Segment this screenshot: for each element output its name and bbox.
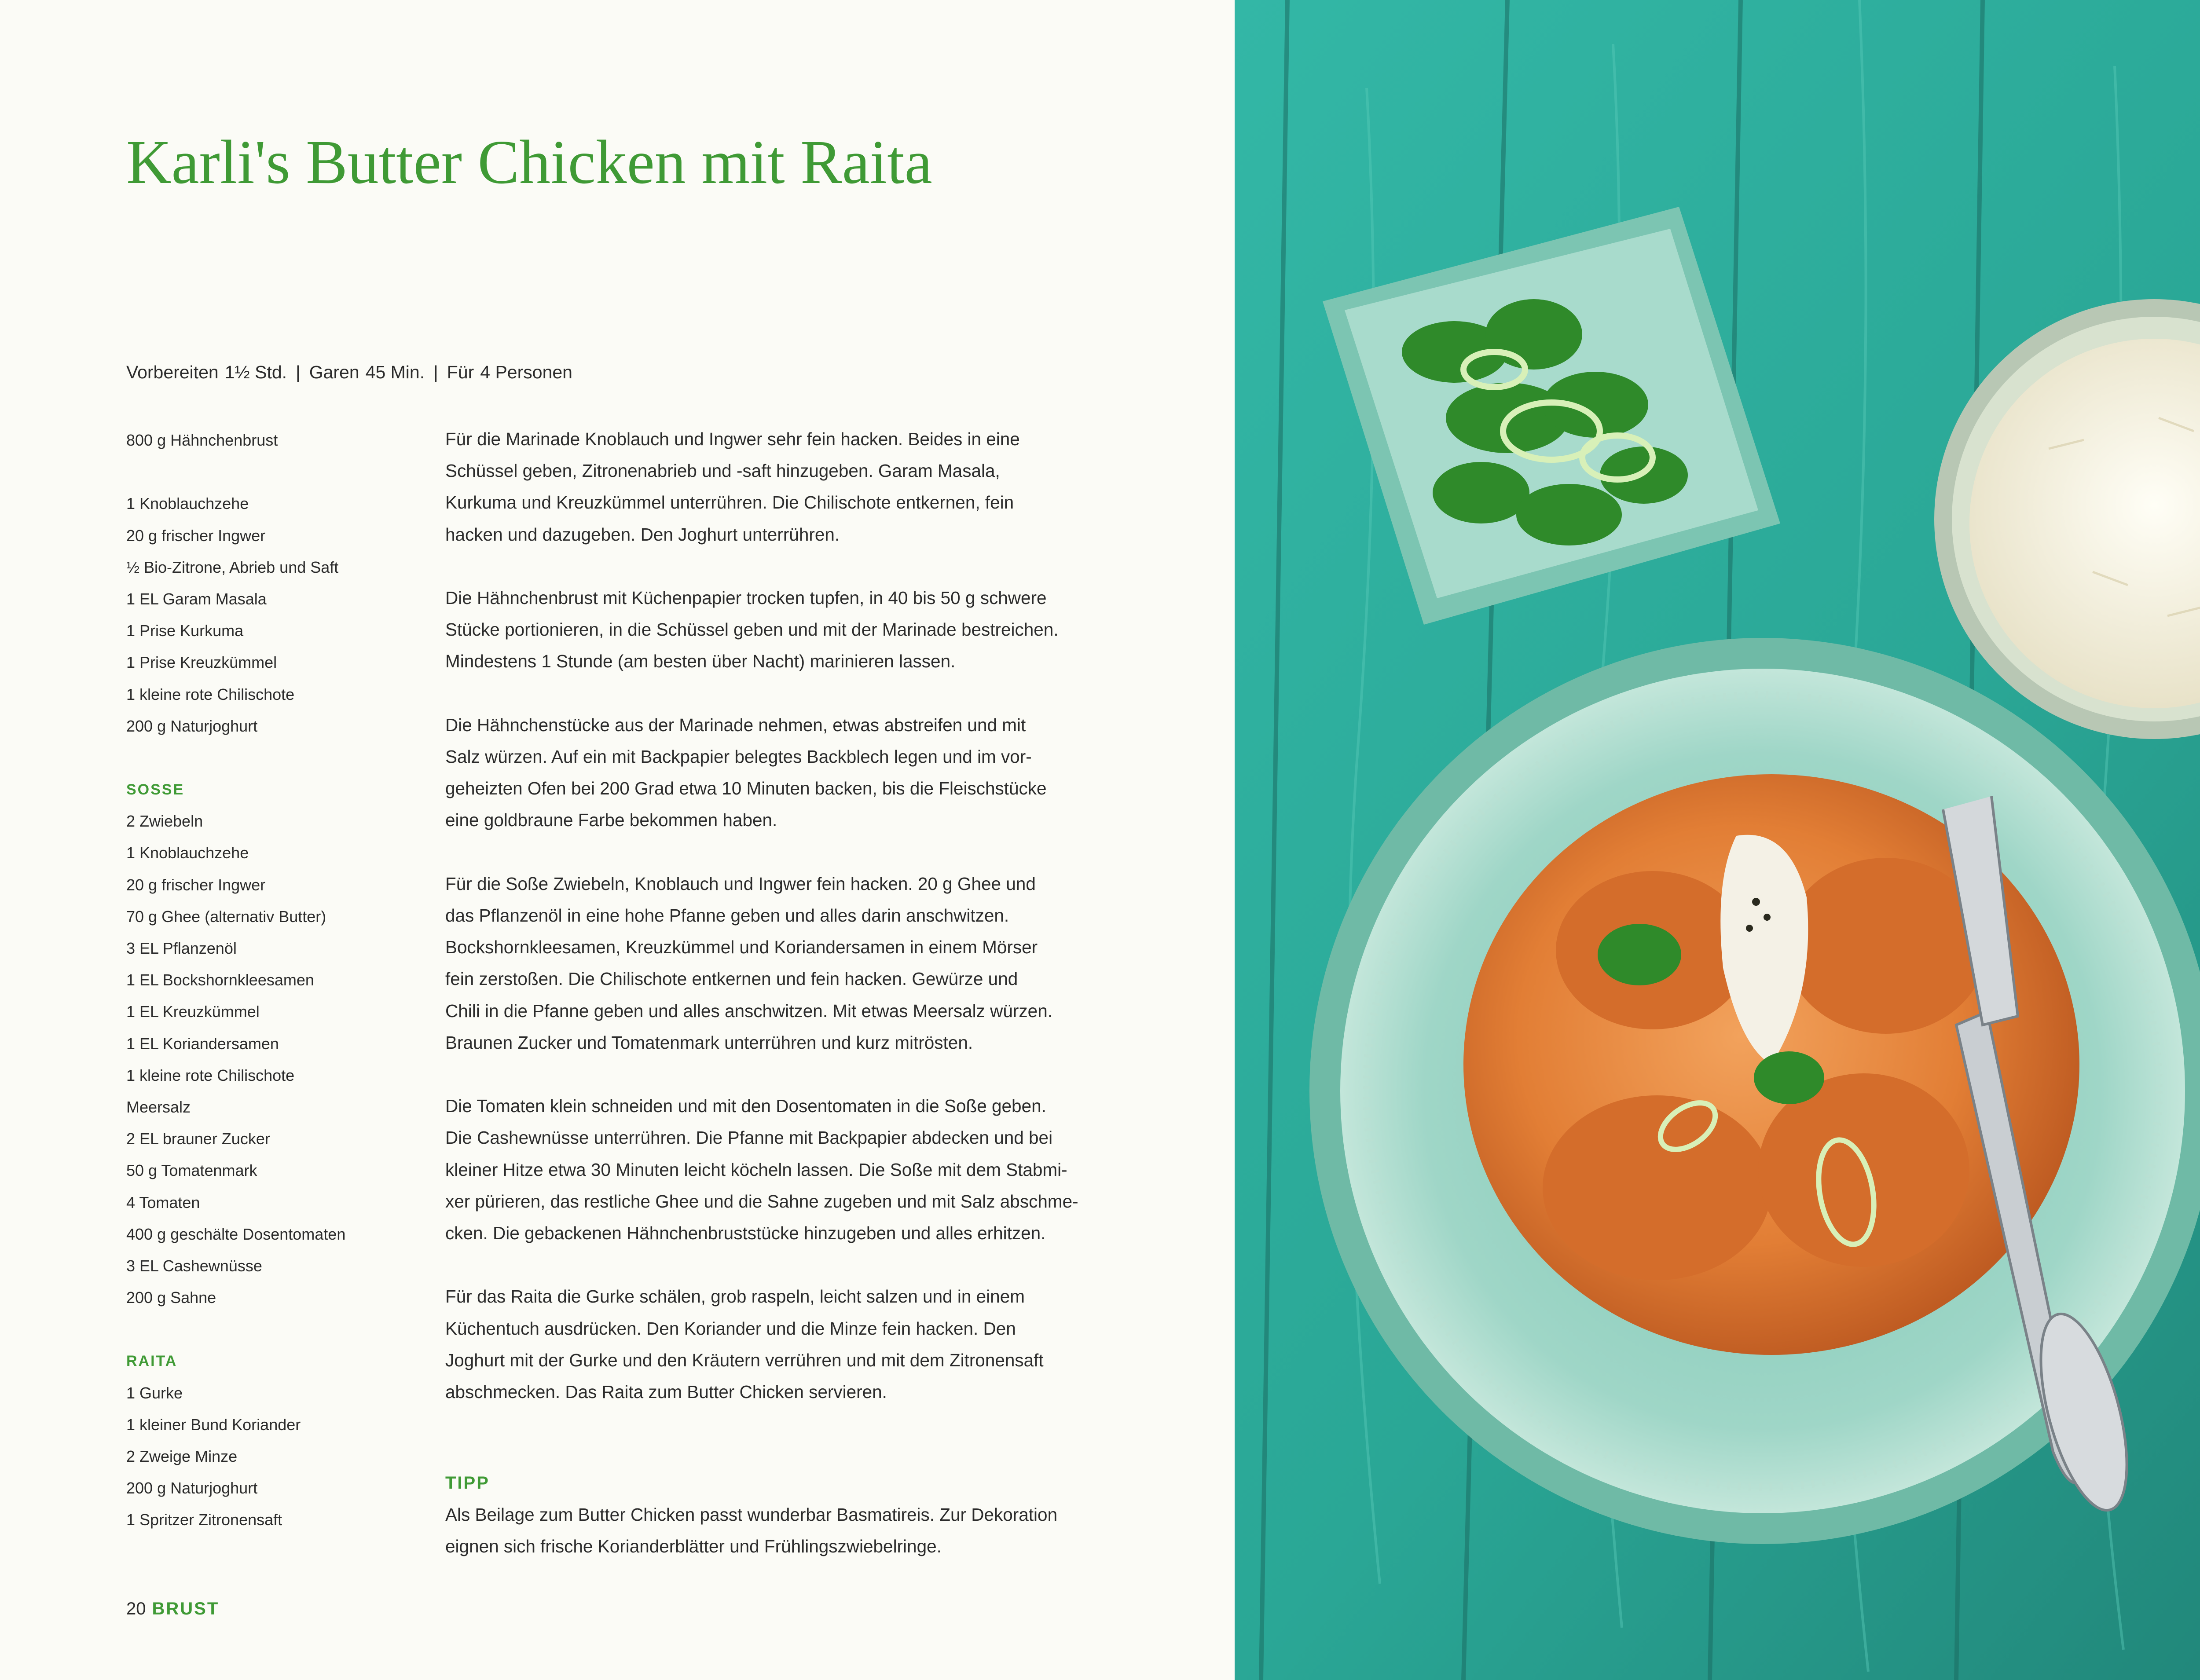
ingredient-item: 1 kleine rote Chilischote [126,1066,295,1084]
ingredient-item: 3 EL Cashewnüsse [126,1256,262,1275]
serves-label: Für [447,362,474,382]
instruction-line: Die Cashewnüsse unterrühren. Die Pfanne mit Backpapier abdecken und bei [445,1127,1053,1148]
cook-label: Garen [309,362,359,382]
ingredient-item: 4 Tomaten [126,1193,200,1212]
page-number: 20 [126,1599,146,1618]
ingredient-item: 1 Knoblauchzehe [126,844,249,862]
page-footer [126,1599,219,1619]
instruction-line: Stücke portionieren, in die Schüssel geben und mit der Marinade bestreichen. [445,619,1059,640]
ingredient-item: 1 EL Garam Masala [126,589,267,608]
ingredient-item: 50 g Tomatenmark [126,1161,257,1180]
tip-heading: TIPP [445,1473,490,1493]
instruction-steps [445,423,1114,1439]
ingredient-item: 20 g frischer Ingwer [126,526,266,545]
instruction-line: Chili in die Pfanne geben und alles anschwitzen. Mit etwas Meersalz würzen. [445,1000,1052,1021]
instruction-line: Für das Raita die Gurke schälen, grob raspeln, leicht salzen und in einem [445,1286,1025,1307]
prep-label: Vorbereiten [126,362,219,382]
recipe-meta [126,362,572,383]
instruction-line: Die Hähnchenbrust mit Küchenpapier trocken tupfen, in 40 bis 50 g schwere [445,588,1047,608]
ingredient-item: 200 g Naturjoghurt [126,717,258,735]
ingredient-item: 1 Gurke [126,1384,183,1402]
tip-box [445,1467,1114,1563]
instruction-paragraph [445,868,1114,1058]
ingredient-item: Meersalz [126,1098,191,1116]
ingredient-item: 1 EL Koriandersamen [126,1034,279,1053]
instruction-line: cken. Die gebackenen Hähnchenbruststücke hinzugeben und alles erhitzen. [445,1223,1046,1244]
meta-separator: | [433,362,438,382]
instruction-line: Die Tomaten klein schneiden und mit den Dosentomaten in die Soße geben. [445,1096,1046,1116]
ingredient-item: 2 EL brauner Zucker [126,1130,270,1148]
instruction-line: kleiner Hitze etwa 30 Minuten leicht köcheln lassen. Die Soße mit dem Stabmi- [445,1159,1067,1180]
ingredient-item: 800 g Hähnchenbrust [126,431,278,449]
ingredient-item: 20 g frischer Ingwer [126,875,266,894]
instruction-line: geheizten Ofen bei 200 Grad etwa 10 Minuten backen, bis die Fleischstücke [445,778,1047,799]
instruction-line: eine goldbraune Farbe bekommen haben. [445,810,777,831]
instruction-line: abschmecken. Das Raita zum Butter Chicken servieren. [445,1382,887,1402]
instruction-line: Die Hähnchenstücke aus der Marinade nehmen, etwas abstreifen und mit [445,714,1026,735]
ingredient-item: 1 kleine rote Chilischote [126,685,295,703]
instruction-line: Kurkuma und Kreuzkümmel unterrühren. Die Chilischote entkernen, fein [445,492,1014,513]
ingredient-item: 1 EL Kreuzkümmel [126,1003,260,1021]
ingredient-item: 200 g Naturjoghurt [126,1479,258,1497]
instruction-line: Bockshornkleesamen, Kreuzkümmel und Koriandersamen in einem Mörser [445,937,1038,958]
instruction-line: xer pürieren, das restliche Ghee und die Sahne zugeben und mit Salz abschme- [445,1191,1078,1212]
ingredient-item: 2 Zweige Minze [126,1447,238,1465]
instruction-line: Küchentuch ausdrücken. Den Koriander und die Minze fein hacken. Den [445,1318,1016,1339]
instruction-line: Braunen Zucker und Tomatenmark unterrühren und kurz mitrösten. [445,1032,973,1053]
ingredient-item: 1 kleiner Bund Koriander [126,1415,301,1434]
recipe-title: Karli's Butter Chicken mit Raita [126,127,932,197]
ingredient-item: 70 g Ghee (alternativ Butter) [126,907,326,926]
instruction-line: Für die Soße Zwiebeln, Knoblauch und Ingwer fein hacken. 20 g Ghee und [445,873,1036,894]
prep-value: 1½ Std. [224,362,287,382]
serves-value: 4 Personen [480,362,572,382]
instruction-paragraph [445,709,1114,836]
instruction-line: Salz würzen. Auf ein mit Backpapier belegtes Backblech legen und im vor- [445,747,1032,767]
instruction-line: das Pflanzenöl in eine hohe Pfanne geben und alles darin anschwitzen. [445,905,1009,926]
instruction-line: Mindestens 1 Stunde (am besten über Nacht) marinieren lassen. [445,651,956,672]
cook-value: 45 Min. [365,362,425,382]
instruction-line: Joghurt mit der Gurke und den Kräutern verrühren und mit dem Zitronensaft [445,1350,1044,1370]
ingredient-item: 1 Prise Kurkuma [126,622,244,640]
ingredient-spacer [126,1314,425,1345]
ingredient-section-heading: SOSSE [126,781,185,798]
ingredient-item: 3 EL Pflanzenöl [126,939,237,957]
instruction-paragraph [445,1281,1114,1408]
instruction-paragraph [445,423,1114,550]
instruction-line: Für die Marinade Knoblauch und Ingwer sehr fein hacken. Beides in eine [445,429,1020,449]
food-photo [1235,0,2200,1680]
ingredient-item: 1 Prise Kreuzkümmel [126,653,277,672]
ingredient-spacer [126,456,425,488]
ingredient-item: 1 EL Bockshornkleesamen [126,971,314,989]
tip-line: eignen sich frische Korianderblätter und Frühlingszwiebelringe. [445,1536,942,1557]
instruction-paragraph [445,582,1114,677]
meta-separator: | [296,362,301,382]
tip-line: Als Beilage zum Butter Chicken passt wunderbar Basmatireis. Zur Dekoration [445,1504,1058,1525]
ingredient-item: 2 Zwiebeln [126,812,203,831]
ingredient-item: ½ Bio-Zitrone, Abrieb und Saft [126,558,339,576]
ingredient-item: 400 g geschälte Dosentomaten [126,1225,346,1243]
ingredient-list [126,425,425,1536]
instruction-line: hacken und dazugeben. Den Joghurt unterrühren. [445,524,840,545]
ingredient-section-heading: RAITA [126,1353,178,1370]
ingredient-item: 1 Spritzer Zitronensaft [126,1511,282,1529]
section-name: BRUST [152,1599,220,1618]
instruction-line: Schüssel geben, Zitronenabrieb und -saft hinzugeben. Garam Masala, [445,461,1000,481]
butter-chicken-illustration [1235,0,2200,1680]
ingredient-spacer [126,742,425,774]
instruction-paragraph [445,1090,1114,1249]
ingredient-item: 200 g Sahne [126,1288,216,1307]
ingredient-item: 1 Knoblauchzehe [126,494,249,513]
instruction-line: fein zerstoßen. Die Chilischote entkernen und fein hacken. Gewürze und [445,969,1018,989]
